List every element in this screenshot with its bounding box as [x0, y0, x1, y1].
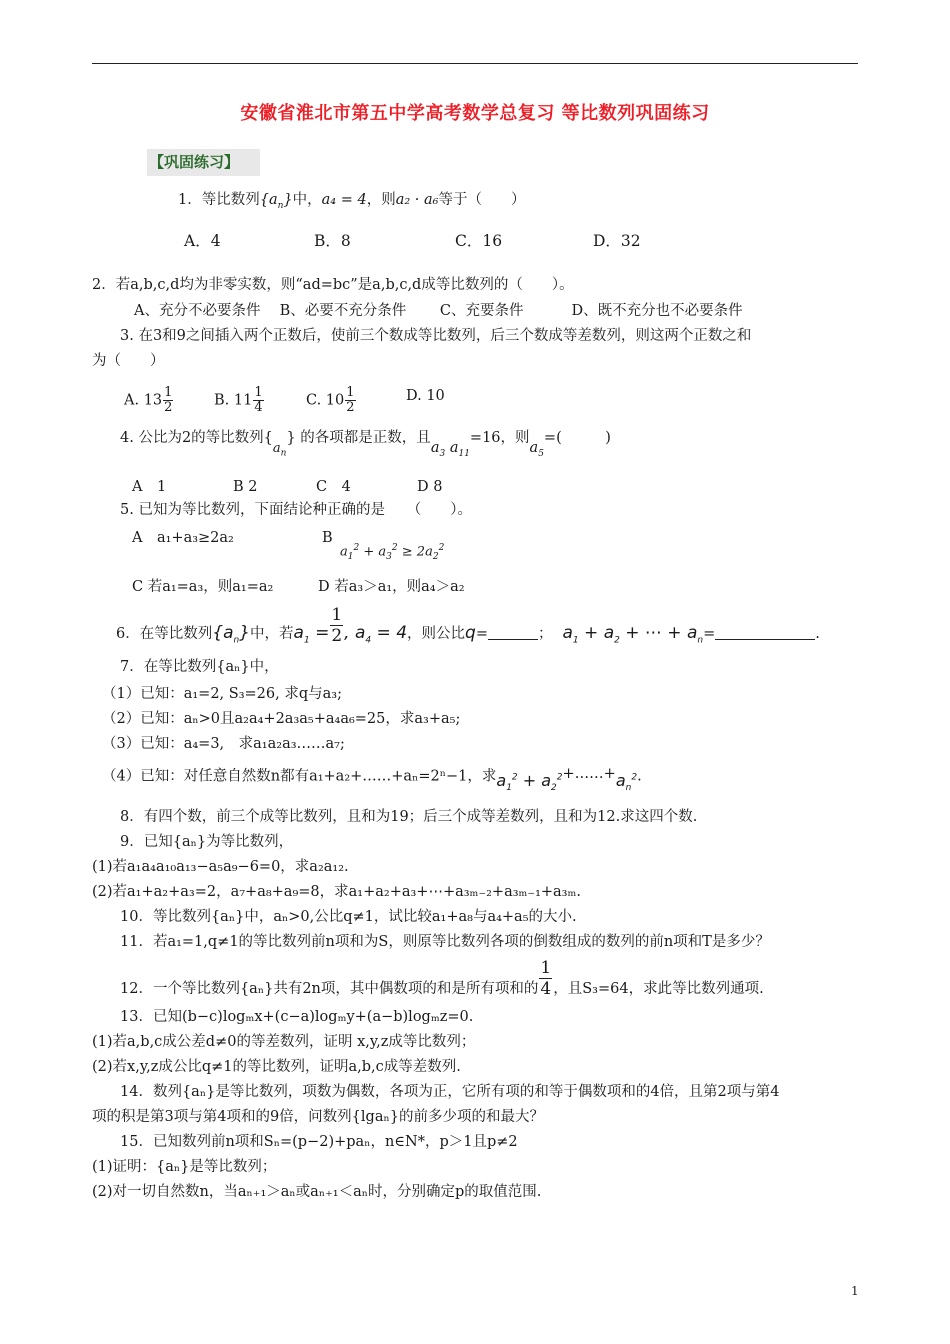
q7-sum-squares: $a_1^2 + a_2^2$ — [496, 771, 563, 794]
q6-stem-a: 6．在等比数列 — [116, 625, 213, 642]
question-1 — [178, 190, 525, 216]
q3-option-b: B. 11 $\frac{1}{4}$ — [214, 385, 263, 415]
q1-option-b: B．8 — [314, 232, 351, 250]
q5-option-b-formula: $a_1^2 + a_3^2 \ge 2a_2^2$ — [340, 543, 445, 562]
q4-stem-c: =16，则 — [469, 430, 530, 446]
question-7: 7．在等比数列{aₙ}中， — [120, 659, 279, 675]
q12-stem-a: 12．一个等比数列{aₙ}共有2n项，其中偶数项的和是所有项和的 — [120, 980, 539, 997]
question-12 — [120, 958, 764, 1000]
question-3-line-2: 为（ ） — [92, 353, 165, 369]
question-9: 9．已知{aₙ}为等比数列， — [120, 834, 294, 850]
q5-option-d: D 若a₃＞a₁，则a₄＞a₂ — [318, 579, 465, 595]
q3-option-d: D. 10 — [406, 388, 445, 404]
q4-option-c: C 4 — [316, 479, 351, 495]
question-4 — [120, 428, 611, 462]
question-14-line-1: 14．数列{aₙ}是等比数列，项数为偶数，各项为正，它所有项的和等于偶数项和的4倍，且第2项与第4 — [120, 1084, 780, 1100]
q7-part-2: （2）已知：aₙ>0且a₂a₄+2a₃a₅+a₄a₆=25，求a₃+a₅; — [102, 711, 461, 727]
q5-option-a: A a₁+a₃≥2a₂ — [132, 530, 234, 546]
q7-part-1: （1）已知：a₁=2, S₃=26, 求q与a₃; — [102, 686, 342, 702]
q1-stem-b: 中， — [292, 192, 322, 208]
page-title: 安徽省淮北市第五中学高考数学总复习 等比数列巩固练习 — [240, 103, 710, 124]
question-3-line-1: 3. 在3和9之间插入两个正数后，使前三个数成等比数列，后三个数成等差数列，则这两个正数之和 — [120, 328, 752, 344]
q4-option-a: A 1 — [132, 479, 167, 495]
q6-fraction: $\frac{1}{2}$ — [331, 605, 343, 646]
q9-part-1: (1)若a₁a₄a₁₀a₁₃−a₅a₉−6=0，求a₂a₁₂. — [92, 859, 349, 875]
question-11: 11．若a₁=1,q≠1的等比数列前n项和为S，则原等比数列各项的倒数组成的数列的前n项和T是多少？ — [120, 934, 770, 950]
q13-part-2: (2)若x,y,z成公比q≠1的等比数列，证明a,b,c成等差数列. — [92, 1059, 461, 1075]
question-15: 15．已知数列前n项和Sₙ=(p−2)+paₙ，n∈N*，p＞1且p≠2 — [120, 1134, 518, 1150]
q6-seq: $\{a_n\}$ — [212, 622, 251, 645]
q1-option-c: C．16 — [455, 232, 503, 250]
q4-option-b: B 2 — [233, 479, 258, 495]
question-13: 13．已知(b−c)logₘx+(c−a)logₘy+(a−b)logₘz=0. — [120, 1009, 474, 1025]
q5-option-c: C 若a₁=a₃，则a₁=a₂ — [132, 579, 274, 595]
q1-stem-c: ，则 — [366, 192, 396, 208]
q2-options: A、充分不必要条件 B、必要不充分条件 C、充要条件 D、既不充分也不必要条件 — [134, 303, 743, 319]
question-8: 8．有四个数，前三个成等比数列，且和为19；后三个成等差数列，且和为12.求这四个数. — [120, 809, 698, 825]
question-10: 10．等比数列{aₙ}中，aₙ>0,公比q≠1，试比较a₁+a₈与a₄+a₅的大小. — [120, 909, 577, 925]
q7-part-4: （4）已知：对任意自然数n都有a₁+a₂+……+aₙ=2ⁿ−1，求$a_1^2$ + $a_2^2+\dots\dots+a_n^2$. — [102, 766, 642, 794]
q12-stem-b: ，且S₃=64，求此等比数列通项. — [553, 980, 764, 997]
q1-expression: a₂ · a₆ — [395, 192, 439, 208]
q1-condition: a₄ = 4 — [321, 192, 367, 208]
q3-option-c: C. 10 $\frac{1}{2}$ — [306, 385, 355, 415]
q6-stem-c: ，则公比 — [407, 625, 466, 642]
q3-option-a: A. 13 $\frac{1}{2}$ — [124, 385, 173, 415]
q4-product: $a_3$ $a_{11}$ — [430, 440, 470, 459]
q6-sum: $a_1 + a_2$ + ⋯ + $a_n$ — [562, 622, 704, 645]
q13-part-1: (1)若a,b,c成公差d≠0的等差数列，证明 x,y,z成等比数列； — [92, 1034, 476, 1050]
q6-blank-1[interactable] — [488, 639, 538, 640]
q1-stem-a: 1．等比数列 — [178, 192, 260, 208]
question-2: 2．若a,b,c,d均为非零实数，则“ad=bc”是a,b,c,d成等比数列的（ ）。 — [92, 277, 574, 293]
q1-seq: $\{a_n\}$ — [259, 192, 293, 211]
q6-cond-a1: $a_1$ = — [293, 622, 330, 645]
q6-cond-a4: , $a_4 = 4$ — [344, 622, 408, 645]
page-number: 1 — [851, 1284, 859, 1298]
q12-fraction: $\frac{1}{4}$ — [540, 958, 552, 999]
section-label: 【巩固练习】 — [147, 149, 260, 176]
q1-stem-d: 等于（ ） — [438, 192, 526, 208]
q5-option-b: B — [322, 530, 333, 546]
q6-stem-d: ； — [537, 625, 553, 642]
q4-target: $a_5$ — [529, 440, 544, 459]
question-6: 6．在等比数列$\{a_n\}$中，若$a_1$ = $\frac{1}{2}$ , $a_4 = 4$，则公比q= ； $a_1 + a_2$ + ⋯ + $a_n=$ . — [116, 605, 820, 646]
question-14-line-2: 项的积是第3项与第4项和的9倍，问数列{lgaₙ}的前多少项的和最大？ — [92, 1109, 544, 1125]
q4-option-d: D 8 — [417, 479, 443, 495]
q7-part-3: （3）已知：a₄=3, 求a₁a₂a₃……a₇; — [102, 736, 345, 752]
q6-q: q — [465, 622, 476, 643]
q1-option-d: D．32 — [593, 232, 641, 250]
q1-option-a: A．4 — [184, 232, 221, 250]
q9-part-2: (2)若a₁+a₂+a₃=2，a₇+a₈+a₉=8，求a₁+a₂+a₃+⋯+a₃ₘ₋₂+a₃ₘ₋₁+a₃ₘ. — [92, 884, 581, 900]
header-rule — [92, 63, 858, 64]
q4-stem-d: =( ) — [543, 430, 611, 446]
q4-stem-b: } 的各项都是正数，且 — [286, 430, 431, 446]
q15-part-2: (2)对一切自然数n，当aₙ₊₁＞aₙ或aₙ₊₁＜aₙ时，分别确定p的取值范围. — [92, 1184, 542, 1200]
q6-stem-b: 中，若 — [250, 625, 294, 642]
q4-stem-a: 4. 公比为2的等比数列{ — [120, 430, 273, 446]
q6-blank-2[interactable] — [715, 639, 815, 640]
question-5: 5. 已知为等比数列，下面结论种正确的是 （ ）。 — [120, 502, 472, 518]
q15-part-1: (1)证明：{aₙ}是等比数列； — [92, 1159, 277, 1175]
q4-seq: $a_n$ — [272, 441, 287, 459]
